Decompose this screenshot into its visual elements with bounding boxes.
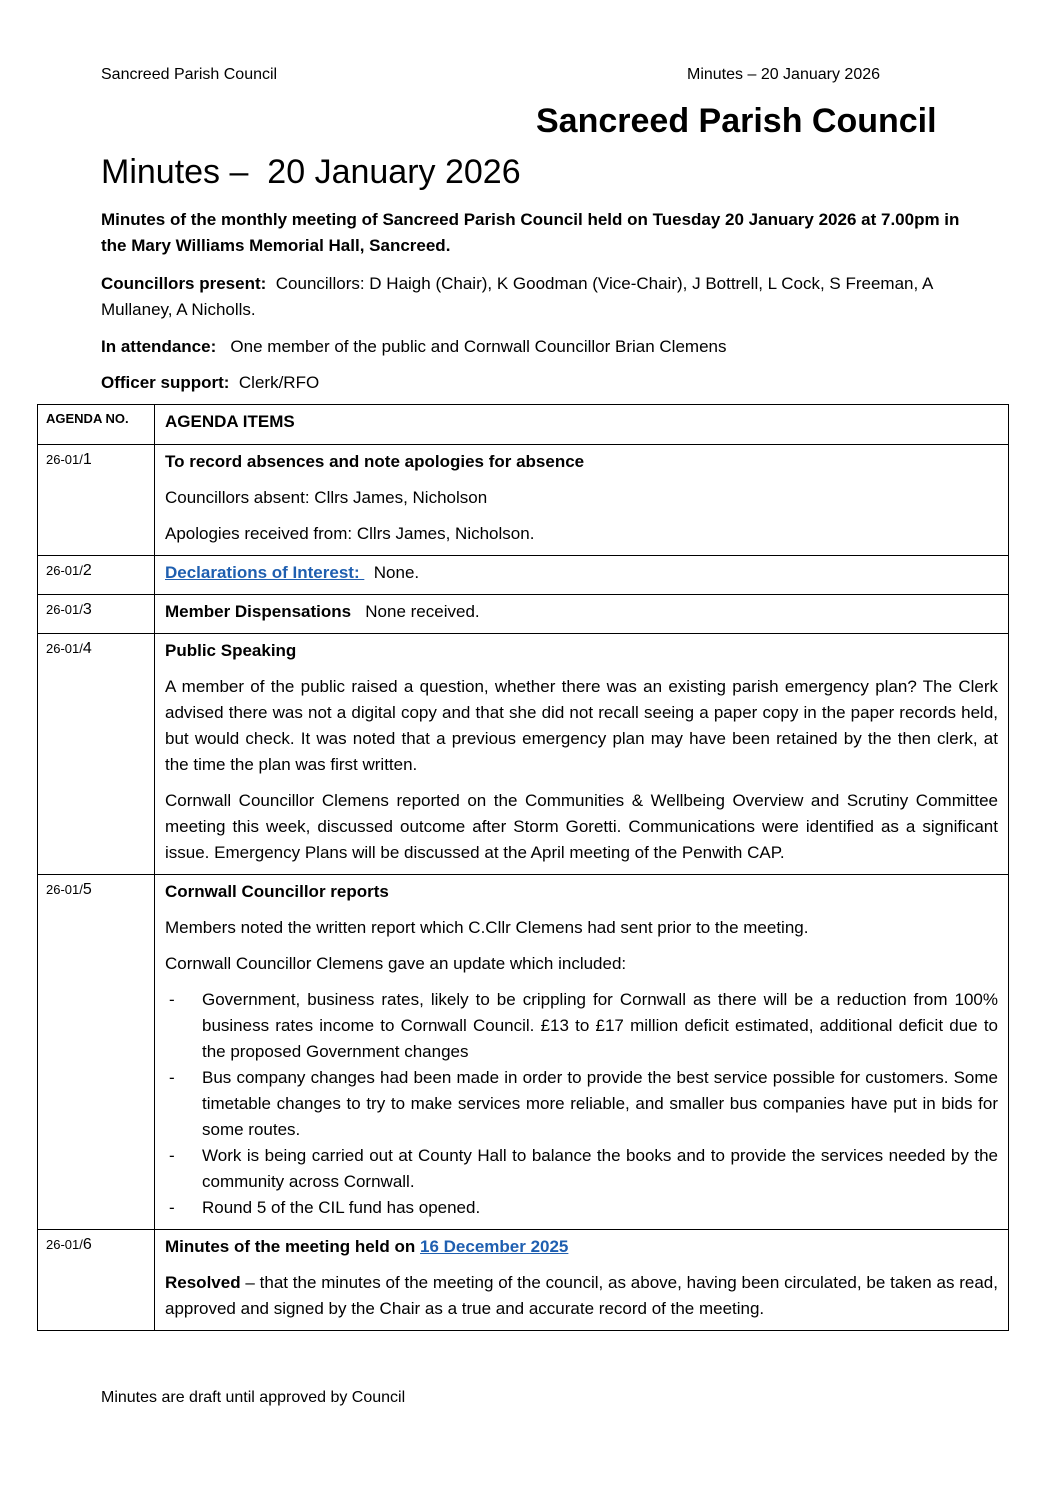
agenda-table (37, 404, 1009, 1331)
item-paragraph: Cornwall Councillor Clemens reported on the Communities & Wellbeing Overview and Scrutiny Committee meeting this week, discussed outcome after Storm Goretti. Communications were identified as a significant issue. Emergency Plans will be discussed at the April meeting of the Penwith CAP. (165, 791, 998, 862)
item-title: Public Speaking (165, 641, 297, 660)
resolution (165, 1270, 998, 1322)
table-row (38, 1230, 1009, 1331)
agenda-number-value: 2 (82, 562, 92, 579)
table-row (38, 595, 1009, 634)
item-title (165, 1234, 998, 1260)
table-row (38, 634, 1009, 875)
agenda-number-value: 3 (82, 601, 92, 618)
item-title: Cornwall Councillor reports (165, 882, 389, 901)
update-list (165, 987, 998, 1221)
agenda-number-value: 4 (82, 640, 92, 657)
resolved-text: – that the minutes of the meeting of the council, as above, having been circulated, be taken as read, approved and signed by the Chair as a true and accurate record of the meeting. (165, 1273, 998, 1318)
in-attendance (101, 334, 1001, 360)
table-row (38, 556, 1009, 595)
agenda-number (38, 1230, 155, 1331)
december-minutes-link[interactable]: 16 December 2025 (420, 1237, 569, 1256)
agenda-item (155, 875, 1009, 1230)
table-row (38, 875, 1009, 1230)
agenda-item (155, 595, 1009, 634)
council-title: Sancreed Parish Council (536, 102, 937, 140)
agenda-number (38, 634, 155, 875)
agenda-number (38, 595, 155, 634)
item-paragraph: Members noted the written report which C.Cllr Clemens had sent prior to the meeting. (165, 918, 809, 937)
item-text: None received. (365, 602, 480, 621)
attendance-value: One member of the public and Cornwall Councillor Brian Clemens (230, 337, 727, 356)
item-paragraph: Cornwall Councillor Clemens gave an update which included: (165, 954, 627, 973)
list-item-text: Work is being carried out at County Hall to balance the books and to provide the services needed by the community across Cornwall. (202, 1146, 998, 1191)
list-item (165, 1195, 998, 1221)
list-item (165, 1065, 998, 1143)
list-item-text: Government, business rates, likely to be crippling for Cornwall as there will be a reduction from 100% business rates income to Cornwall Council. £13 to £17 million deficit estimated, additional deficit due to the proposed Government changes (202, 990, 998, 1061)
agenda-number-value: 5 (82, 881, 92, 898)
agenda-item (155, 634, 1009, 875)
attendance-label: In attendance: (101, 337, 217, 356)
dash-bullet-icon: - (169, 1068, 175, 1087)
agenda-number-value: 6 (82, 1236, 92, 1253)
agenda-item (155, 445, 1009, 556)
agenda-number-prefix: 26-01/ (46, 1237, 83, 1252)
officer-label: Officer support: (101, 373, 230, 392)
officer-support (101, 370, 1001, 396)
agenda-number-prefix: 26-01/ (46, 882, 83, 897)
item-paragraph: A member of the public raised a question, whether there was an existing parish emergency plan? The Clerk advised there was not a digital copy and that she did not recall seeing a paper copy in the paper records held, but would check. It was noted that a previous emergency plan may have been retained by the then clerk, at the time the plan was first written. (165, 677, 998, 774)
agenda-number-prefix: 26-01/ (46, 563, 83, 578)
item-title-text: Minutes of the meeting held on (165, 1237, 420, 1256)
meeting-intro: Minutes of the monthly meeting of Sancreed Parish Council held on Tuesday 20 January 2026 at 7.00pm in the Mary Williams Memorial Hall, Sancreed. (101, 210, 960, 255)
agenda-items-header (155, 405, 1009, 445)
officer-value: Clerk/RFO (238, 373, 320, 392)
list-item-text: Round 5 of the CIL fund has opened. (202, 1198, 481, 1217)
agenda-number-prefix: 26-01/ (46, 452, 83, 467)
agenda-number-prefix: 26-01/ (46, 641, 83, 656)
councillors-value: Councillors: D Haigh (Chair), K Goodman (Vice-Chair), J Bottrell, L Cock, S Freeman, A Mullaney, A Nicholls. (101, 274, 933, 319)
list-item (165, 987, 998, 1065)
document-title: Minutes – 20 January 2026 (101, 153, 521, 191)
footer-note: Minutes are draft until approved by Council (101, 1389, 406, 1406)
councillors-label: Councillors present: (101, 274, 267, 293)
table-row (38, 445, 1009, 556)
running-header-right: Minutes – 20 January 2026 (687, 66, 881, 83)
agenda-items-header-label: AGENDA ITEMS (165, 412, 295, 431)
item-paragraph: Apologies received from: Cllrs James, Nicholson. (165, 524, 535, 543)
councillors-present (101, 271, 1001, 323)
agenda-number-prefix: 26-01/ (46, 602, 83, 617)
agenda-item (155, 556, 1009, 595)
dash-bullet-icon: - (169, 990, 175, 1009)
item-title: Member Dispensations (165, 602, 352, 621)
agenda-item (155, 1230, 1009, 1331)
dash-bullet-icon: - (169, 1146, 175, 1165)
agenda-number-value: 1 (82, 451, 92, 468)
agenda-number (38, 875, 155, 1230)
dash-bullet-icon: - (169, 1198, 175, 1217)
item-paragraph: Councillors absent: Cllrs James, Nicholson (165, 488, 488, 507)
agenda-number (38, 445, 155, 556)
list-item (165, 1143, 998, 1195)
agenda-header-row (38, 405, 1009, 445)
item-text: None. (373, 563, 420, 582)
running-header-left: Sancreed Parish Council (101, 66, 278, 83)
agenda-number (38, 556, 155, 595)
declarations-of-interest-link[interactable]: Declarations of Interest: (165, 563, 365, 582)
agenda-no-header: AGENDA NO. (38, 405, 155, 445)
item-title: To record absences and note apologies for absence (165, 452, 585, 471)
resolved-label: Resolved (165, 1273, 241, 1292)
list-item-text: Bus company changes had been made in order to provide the best service possible for customers. Some timetable changes to try to make services more reliable, and smaller bus companies have put in bids for some routes. (202, 1068, 998, 1139)
